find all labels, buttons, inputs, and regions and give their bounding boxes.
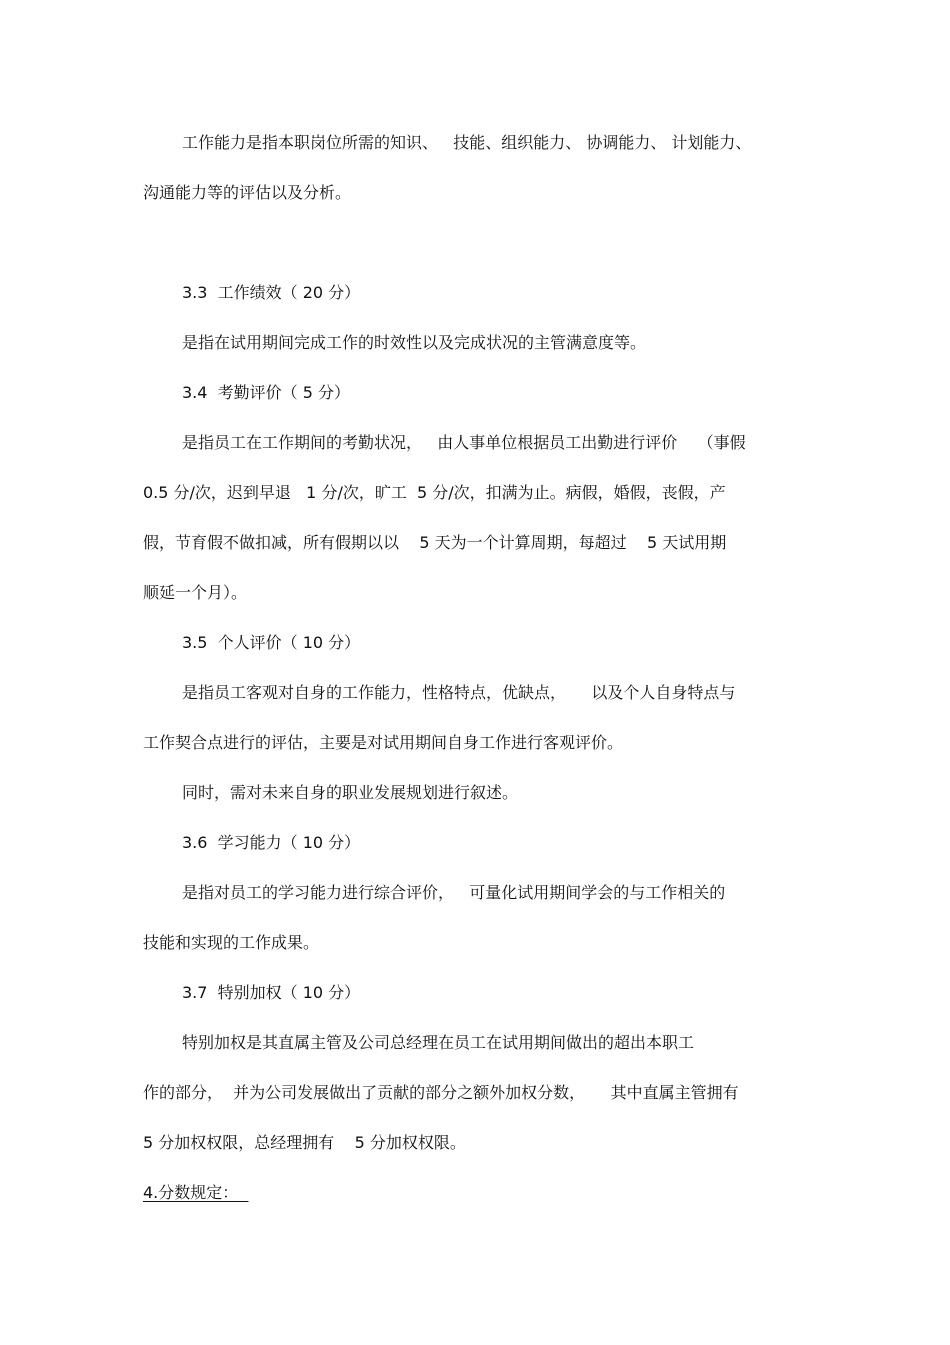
- paragraph-3-4-line-3: 假，节育假不做扣减，所有假期以以 5 天为一个计算周期，每超过 5 天试用期: [143, 533, 727, 552]
- section-heading-4: 4.分数规定：: [143, 1183, 249, 1202]
- paragraph-3-3-line-1: 是指在试用期间完成工作的时效性以及完成状况的主管满意度等。: [182, 333, 647, 352]
- section-heading-3-3: 3.3 工作绩效（ 20 分）: [182, 283, 361, 302]
- section-heading-3-4: 3.4 考勤评价（ 5 分）: [182, 383, 350, 402]
- paragraph-3-5-line-2: 工作契合点进行的评估，主要是对试用期间自身工作进行客观评价。: [143, 733, 624, 752]
- paragraph-3-4-line-1: 是指员工在工作期间的考勤状况， 由人事单位根据员工出勤进行评价 （事假: [182, 433, 746, 452]
- paragraph-3-5-line-3: 同时，需对未来自身的职业发展规划进行叙述。: [182, 783, 519, 802]
- section-heading-3-5: 3.5 个人评价（ 10 分）: [182, 633, 361, 652]
- paragraph-3-7-line-1: 特别加权是其直属主管及公司总经理在员工在试用期间做出的超出本职工: [182, 1033, 695, 1052]
- section-heading-3-7: 3.7 特别加权（ 10 分）: [182, 983, 361, 1002]
- paragraph-work-ability-line-2: 沟通能力等的评估以及分析。: [143, 183, 352, 202]
- paragraph-work-ability-line-1: 工作能力是指本职岗位所需的知识、 技能、组织能力、 协调能力、 计划能力、: [182, 133, 752, 152]
- paragraph-3-7-line-2: 作的部分， 并为公司发展做出了贡献的部分之额外加权分数， 其中直属主管拥有: [143, 1083, 739, 1102]
- paragraph-3-4-line-4: 顺延一个月）。: [143, 583, 248, 602]
- paragraph-3-4-line-2: 0.5 分/次，迟到早退 1 分/次，旷工 5 分/次，扣满为止。病假，婚假，丧假，产: [143, 483, 726, 502]
- paragraph-3-6-line-1: 是指对员工的学习能力进行综合评价， 可量化试用期间学会的与工作相关的: [182, 883, 726, 902]
- paragraph-3-5-line-1: 是指员工客观对自身的工作能力，性格特点，优缺点， 以及个人自身特点与: [182, 683, 736, 702]
- section-heading-3-6: 3.6 学习能力（ 10 分）: [182, 833, 361, 852]
- paragraph-3-6-line-2: 技能和实现的工作成果。: [143, 933, 320, 952]
- paragraph-3-7-line-3: 5 分加权权限，总经理拥有 5 分加权权限。: [143, 1133, 466, 1152]
